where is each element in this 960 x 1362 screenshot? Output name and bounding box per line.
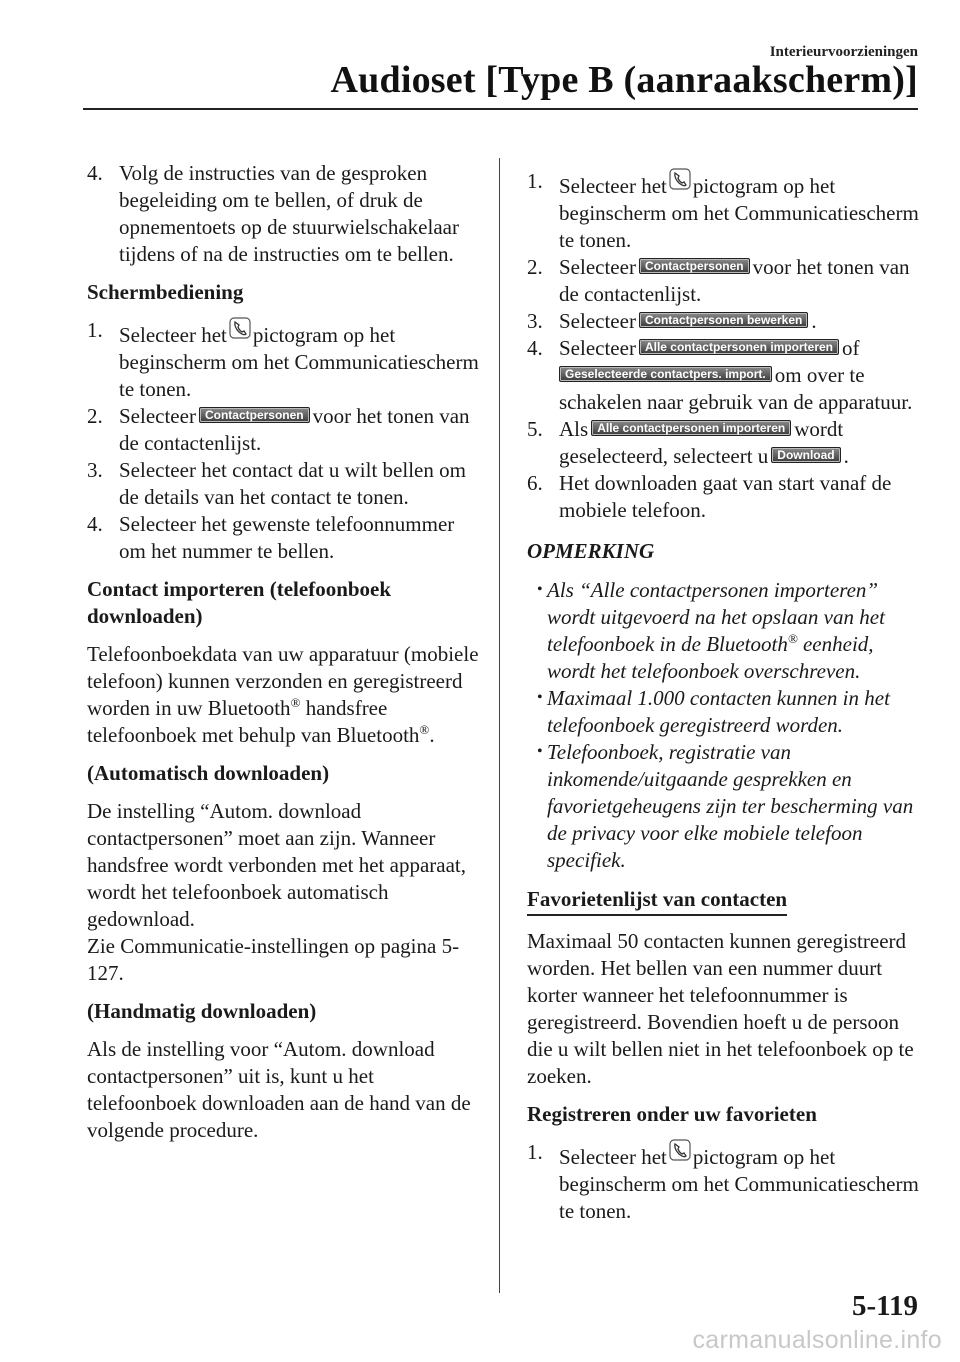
- auto-paragraph: [87, 798, 481, 933]
- register-step-1: [527, 1139, 920, 1225]
- step-text: Selecteer het: [559, 174, 667, 198]
- step-text: Selecteer het contact dat u wilt bellen om de details van het contact te tonen.: [119, 458, 466, 509]
- step-number: 5.: [527, 417, 543, 441]
- note-item: [527, 739, 920, 874]
- heading-schermbediening: Schermbediening: [87, 280, 244, 304]
- import-text-1: Telefoonboekdata van uw apparatuur (mobiele telefoon) kunnen verzonden en geregistreerd worden in uw Bluetooth: [87, 642, 479, 720]
- step-text: wordt geselecteerd, selecteert u: [559, 417, 844, 468]
- manual-step-1: [527, 168, 920, 254]
- step-number: 1.: [87, 318, 103, 342]
- alle-contactpersonen-importeren-button[interactable]: Alle contactpersonen importeren: [639, 339, 839, 355]
- step-text: voor het tonen van de contactenlijst.: [559, 255, 910, 306]
- step-text: pictogram op het beginscherm om het Communicatiescherm te tonen.: [119, 323, 479, 401]
- manual-paragraph: Als de instelling voor “Autom. download contactpersonen” uit is, kunt u het telefoonboek downloaden aan de hand van de volgende procedure.: [87, 1037, 471, 1142]
- auto-text: De instelling “Autom. download contactpersonen” moet aan zijn. Wanneer handsfree wordt verbonden met het apparaat, wordt het telefoonboek automatisch gedownload.: [87, 799, 467, 931]
- download-button[interactable]: Download: [771, 447, 840, 463]
- heading-contact-importeren: Contact importeren (telefoonboek downloaden): [87, 577, 392, 628]
- step-number: 3.: [527, 309, 543, 333]
- step-text: Selecteer: [559, 309, 636, 333]
- screen-step-1: [87, 317, 481, 403]
- left-column: [87, 160, 481, 1155]
- step-text: Selecteer het: [559, 1145, 667, 1169]
- auto-reference: [87, 933, 481, 987]
- note-item: [527, 685, 920, 739]
- contactpersonen-button[interactable]: Contactpersonen: [199, 407, 310, 423]
- screen-step-2: [87, 403, 481, 457]
- column-separator: [499, 158, 500, 1293]
- step-text: pictogram op het beginscherm om het Communicatiescherm te tonen.: [559, 1145, 919, 1223]
- page-number: 5-119: [851, 1290, 918, 1322]
- step-number: 2.: [527, 255, 543, 279]
- auto-reference-text: Zie Communicatie-instellingen op pagina 5-127.: [87, 934, 460, 985]
- import-paragraph: [87, 641, 481, 749]
- import-text-2: handsfree telefoonboek met behulp van Bluetooth: [87, 696, 420, 747]
- step-4-voice: [87, 160, 481, 268]
- watermark: carmanualsonline.info: [692, 1326, 942, 1354]
- step-text: Selecteer: [119, 404, 196, 428]
- note-item: [527, 577, 920, 685]
- step-number: 4.: [87, 512, 103, 536]
- phone-icon: [669, 1139, 691, 1161]
- note-text: Als “Alle contactpersonen importeren” wordt uitgevoerd na het opslaan van het telefoonboek in de Bluetooth: [547, 578, 885, 656]
- step-text: Selecteer het: [119, 323, 227, 347]
- step-number: 2.: [87, 404, 103, 428]
- bullet: •: [537, 581, 543, 598]
- alle-contactpersonen-importeren-button[interactable]: Alle contactpersonen importeren: [591, 420, 791, 436]
- heading-automatisch: (Automatisch downloaden): [87, 761, 330, 785]
- phone-icon: [669, 168, 691, 190]
- header-section: Interieurvoorzieningen: [769, 44, 918, 60]
- screen-step-3: [87, 457, 481, 511]
- page-title: Audioset [Type B (aanraakscherm)]: [330, 59, 918, 101]
- note-text: Maximaal 1.000 contacten kunnen in het telefoonboek geregistreerd worden.: [547, 686, 890, 737]
- heading-favorietenlijst: Favorietenlijst van contacten: [527, 886, 787, 916]
- step-text: Selecteer het gewenste telefoonnummer om het nummer te bellen.: [119, 512, 455, 563]
- contactpersonen-button[interactable]: Contactpersonen: [639, 258, 750, 274]
- step-number: 4.: [87, 161, 103, 185]
- section-favorieten: [527, 886, 920, 916]
- step-text: .: [811, 309, 817, 333]
- step-text: Het downloaden gaat van start vanaf de mobiele telefoon.: [559, 471, 892, 522]
- period: .: [429, 723, 435, 747]
- favorieten-paragraph: Maximaal 50 contacten kunnen geregistreerd worden. Het bellen van een nummer duurt korter wanneer het telefoonnummer is geregistreerd. Bovendien hoeft u de persoon die u wilt bellen niet in het telefoonboek op te zoeken.: [527, 929, 914, 1088]
- manual-step-5: [527, 416, 920, 470]
- bullet: •: [537, 689, 543, 706]
- step-number: 4.: [527, 336, 543, 360]
- step-number: 1.: [527, 169, 543, 193]
- registered-mark: ®: [419, 722, 430, 737]
- step-text: .: [843, 444, 849, 468]
- heading-registreren: Registreren onder uw favorieten: [527, 1102, 817, 1126]
- step-number: 6.: [527, 471, 543, 495]
- step-text: of: [842, 336, 860, 360]
- note-title: OPMERKING: [527, 539, 655, 563]
- right-column: [527, 168, 920, 1225]
- registered-mark: ®: [787, 631, 798, 646]
- registered-mark: ®: [290, 695, 301, 710]
- heading-handmatig: (Handmatig downloaden): [87, 999, 317, 1023]
- geselecteerde-contactpers-import-button[interactable]: Geselecteerde contactpers. import.: [559, 366, 772, 382]
- manual-step-4: [527, 335, 920, 416]
- step-text: Selecteer: [559, 336, 636, 360]
- screen-step-4: [87, 511, 481, 565]
- step-text: Selecteer: [559, 255, 636, 279]
- header-rule: [83, 108, 918, 110]
- step-text: Als: [559, 417, 589, 441]
- manual-step-2: [527, 254, 920, 308]
- step-text: pictogram op het beginscherm om het Communicatiescherm te tonen.: [559, 174, 919, 252]
- step-number: 3.: [87, 458, 103, 482]
- note-text: Telefoonboek, registratie van inkomende/uitgaande gesprekken en favorietgeheugens zijn ter bescherming van de privacy voor elke mobiele telefoon specifiek.: [547, 740, 914, 872]
- phone-icon: [229, 317, 251, 339]
- step-text: om over te schakelen naar gebruik van de apparatuur.: [559, 363, 913, 414]
- contactpersonen-bewerken-button[interactable]: Contactpersonen bewerken: [639, 312, 808, 328]
- manual-step-3: [527, 308, 920, 335]
- manual-step-6: [527, 470, 920, 524]
- bullet: •: [537, 743, 543, 760]
- step-text: voor het tonen van de contactenlijst.: [119, 404, 470, 455]
- step-number: 1.: [527, 1140, 543, 1164]
- note-text: eenheid, wordt het telefoonboek overschreven.: [547, 632, 874, 683]
- step-text: Volg de instructies van de gesproken begeleiding om te bellen, of druk de opnementoets op de stuurwielschakelaar tijdens of na de instructies om te bellen.: [119, 161, 459, 266]
